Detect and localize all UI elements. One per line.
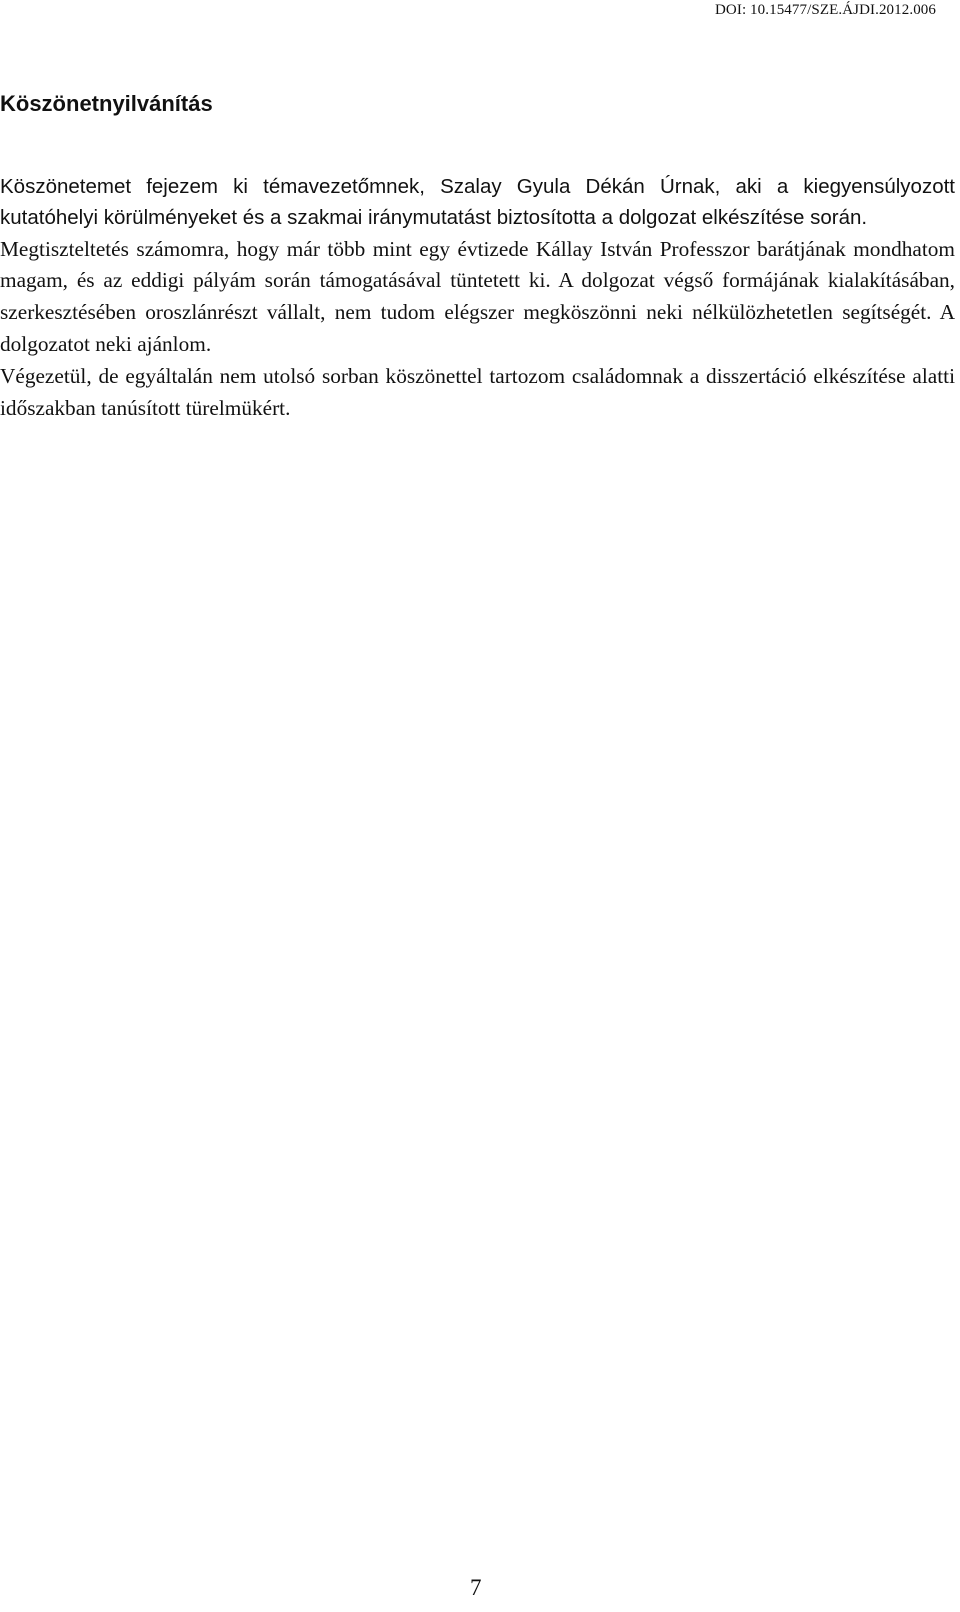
doi-header: DOI: 10.15477/SZE.ÁJDI.2012.006 [714,2,936,18]
page-title: Köszönetnyilvánítás [0,91,213,116]
paragraph-family: Végezetül, de egyáltalán nem utolsó sorban köszönettel tartozom családomnak a disszertáció elkészítése alatti időszakban tanúsított türelmükért. [0,364,955,421]
paragraph-supervisor: Köszönetemet fejezem ki témavezetőmnek, Szalay Gyula Dékán Úrnak, aki a kiegyensúlyozott kutatóhelyi körülményeket és a szakmai iránymutatást biztosította a dolgozat elkészítése során. [0,175,955,229]
paragraph-professor: Megtiszteltetés számomra, hogy már több mint egy évtizede Kállay István Professzor barátjának mondhatom magam, és az eddigi pályám során támogatásával tüntetett ki. A dolgozat végső formájának kialakításában, szerkesztésében oroszlánrészt vállalt, nem tudom elégszer megköszönni neki nélkülözhetetlen segítségét. A dolgozatot neki ajánlom. [0,236,955,357]
acknowledgements-body [0,172,955,425]
page-number: 7 [470,1575,482,1600]
